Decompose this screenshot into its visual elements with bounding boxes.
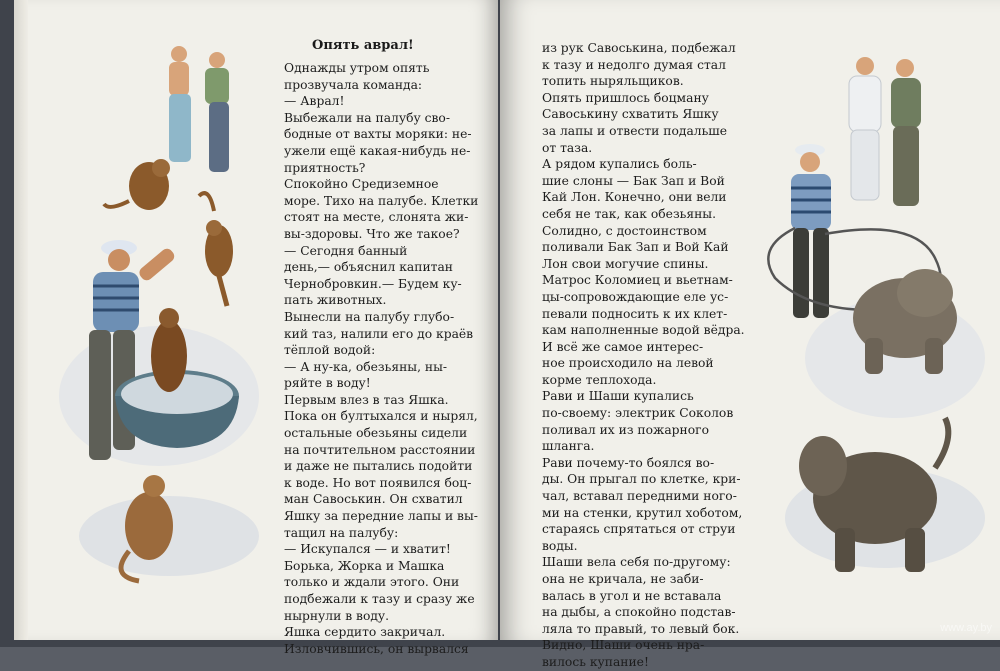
- text-line: и даже не пытались подойти: [284, 459, 473, 474]
- illustration-monkeys-bath: [49, 36, 259, 596]
- text-line: Шаши вела себя по-другому:: [542, 555, 731, 570]
- text-line: ужели ещё какая-нибудь не-: [284, 143, 471, 158]
- text-line: Яшка сердито закричал.: [284, 625, 446, 640]
- monkey-in-basin: [151, 308, 187, 392]
- watermark: www.ay.by: [940, 622, 992, 634]
- text-line: Первым влез в таз Яшка.: [284, 392, 449, 407]
- text-line: ляла то правый, то левый бок.: [542, 621, 740, 636]
- text-line: — Сегодня банный: [284, 243, 408, 258]
- right-page-text: [542, 40, 752, 671]
- text-line: Рави и Шаши купались: [542, 389, 694, 404]
- text-line: Рави почему-то боялся во-: [542, 455, 715, 470]
- text-line: А рядом купались боль-: [542, 157, 697, 172]
- text-line: певали подносить к их клет-: [542, 306, 728, 321]
- text-line: ман Савоськин. Он схватил: [284, 492, 463, 507]
- left-page-text: [284, 60, 489, 657]
- text-line: топить ныряльщиков.: [542, 74, 684, 89]
- sailor-with-hose: [791, 144, 831, 318]
- text-line: ряйте в воду!: [284, 376, 371, 391]
- text-line: Кай Лон. Конечно, они вели: [542, 190, 727, 205]
- text-line: шланга.: [542, 439, 595, 454]
- text-line: Яшку за передние лапы и вы-: [284, 509, 478, 524]
- text-line: от таза.: [542, 140, 593, 155]
- text-line: Борька, Жорка и Машка: [284, 558, 445, 573]
- text-line: Видно, Шаши очень нра-: [542, 638, 705, 653]
- page-edge: [14, 0, 28, 640]
- text-line: Матрос Коломиец и вьетнам-: [542, 273, 733, 288]
- text-line: Чернобровкин.— Будем ку-: [284, 276, 462, 291]
- text-line: Спокойно Средиземное: [284, 177, 439, 192]
- text-line: кий таз, налили его до краёв: [284, 326, 474, 341]
- left-page: [14, 0, 498, 656]
- text-line: Выбежали на палубу сво-: [284, 110, 450, 125]
- text-line: к воде. Но вот появился боц-: [284, 475, 472, 490]
- chapter-title: Опять аврал!: [312, 38, 414, 53]
- text-line: прозвучала команда:: [284, 77, 423, 92]
- text-line: из рук Савоськина, подбежал: [542, 41, 736, 55]
- text-line: она не кричала, не заби-: [542, 572, 704, 586]
- text-line: цы-сопровождающие еле ус-: [542, 289, 729, 304]
- monkey-sitting: [104, 159, 170, 210]
- text-line: кам наполненные водой вёдра.: [542, 323, 745, 338]
- sailor-dark-uniform: [891, 59, 921, 206]
- text-line: валась в угол и не вставала: [542, 588, 722, 603]
- text-line: стараясь спрятаться от струи: [542, 522, 736, 537]
- text-line: себя не так, как обезьяны.: [542, 206, 716, 221]
- text-line: подбежали к тазу и сразу же: [284, 592, 475, 606]
- text-line: вы-здоровы. Что же такое?: [284, 226, 460, 241]
- text-line: тёплой водой:: [284, 343, 376, 358]
- text-line: Однажды утром опять: [284, 61, 430, 75]
- text-line: на почтительном расстоянии: [284, 442, 476, 457]
- text-line: корме теплохода.: [542, 372, 657, 387]
- text-line: — Аврал!: [284, 94, 345, 109]
- right-page: [500, 0, 1000, 669]
- text-line: день,— объяснил капитан: [284, 260, 453, 275]
- text-line: — А ну-ка, обезьяны, ны-: [284, 359, 448, 374]
- text-line: ми на стенки, крутил хоботом,: [542, 505, 743, 520]
- sailor-white-uniform: [849, 57, 881, 200]
- text-line: приятность?: [284, 160, 366, 175]
- text-line: остальные обезьяны сидели: [284, 426, 468, 441]
- text-line: вилось купание!: [542, 654, 649, 669]
- text-line: поливал их из пожарного: [542, 422, 709, 437]
- text-line: пать животных.: [284, 293, 387, 308]
- text-line: Лон свои могучие спины.: [542, 256, 709, 271]
- text-line: Изловчившись, он вырвался: [284, 641, 469, 656]
- text-line: на дыбы, а спокойно подстав-: [542, 605, 736, 620]
- text-line: воды.: [542, 538, 578, 553]
- text-line: Опять пришлось боцману: [542, 90, 709, 105]
- sailor-green-shirt: [205, 52, 229, 172]
- text-line: бодные от вахты моряки: не-: [284, 127, 472, 142]
- text-line: к тазу и недолго думая стал: [542, 57, 726, 72]
- text-line: — Искупался — и хватит!: [284, 542, 451, 557]
- illustration-elephants-hose: [755, 38, 985, 598]
- text-line: И всё же самое интерес-: [542, 339, 704, 354]
- text-line: стоят на месте, слонята жи-: [284, 210, 469, 225]
- sailor-shirtless: [169, 46, 191, 162]
- text-line: ное происходило на левой: [542, 356, 714, 371]
- text-line: ды. Он прыгал по клетке, кри-: [542, 472, 741, 487]
- text-line: только и ждали этого. Они: [284, 575, 460, 590]
- text-line: поливали Бак Зап и Вой Кай: [542, 240, 729, 255]
- text-line: Савоськину схватить Яшку: [542, 107, 719, 122]
- monkey-climbing: [199, 193, 233, 306]
- text-line: море. Тихо на палубе. Клетки: [284, 193, 479, 208]
- text-line: тащил на палубу:: [284, 525, 399, 540]
- text-line: Вынесли на палубу глубо-: [284, 309, 455, 324]
- text-line: по-своему: электрик Соколов: [542, 406, 734, 421]
- text-line: шие слоны — Бак Зап и Вой: [542, 173, 725, 188]
- text-line: нырнули в воду.: [284, 608, 390, 623]
- text-line: чал, вставал передними ного-: [542, 489, 737, 504]
- text-line: за лапы и отвести подальше: [542, 123, 728, 138]
- text-line: Солидно, с достоинством: [542, 223, 707, 238]
- text-line: Пока он бултыхался и нырял,: [284, 409, 478, 424]
